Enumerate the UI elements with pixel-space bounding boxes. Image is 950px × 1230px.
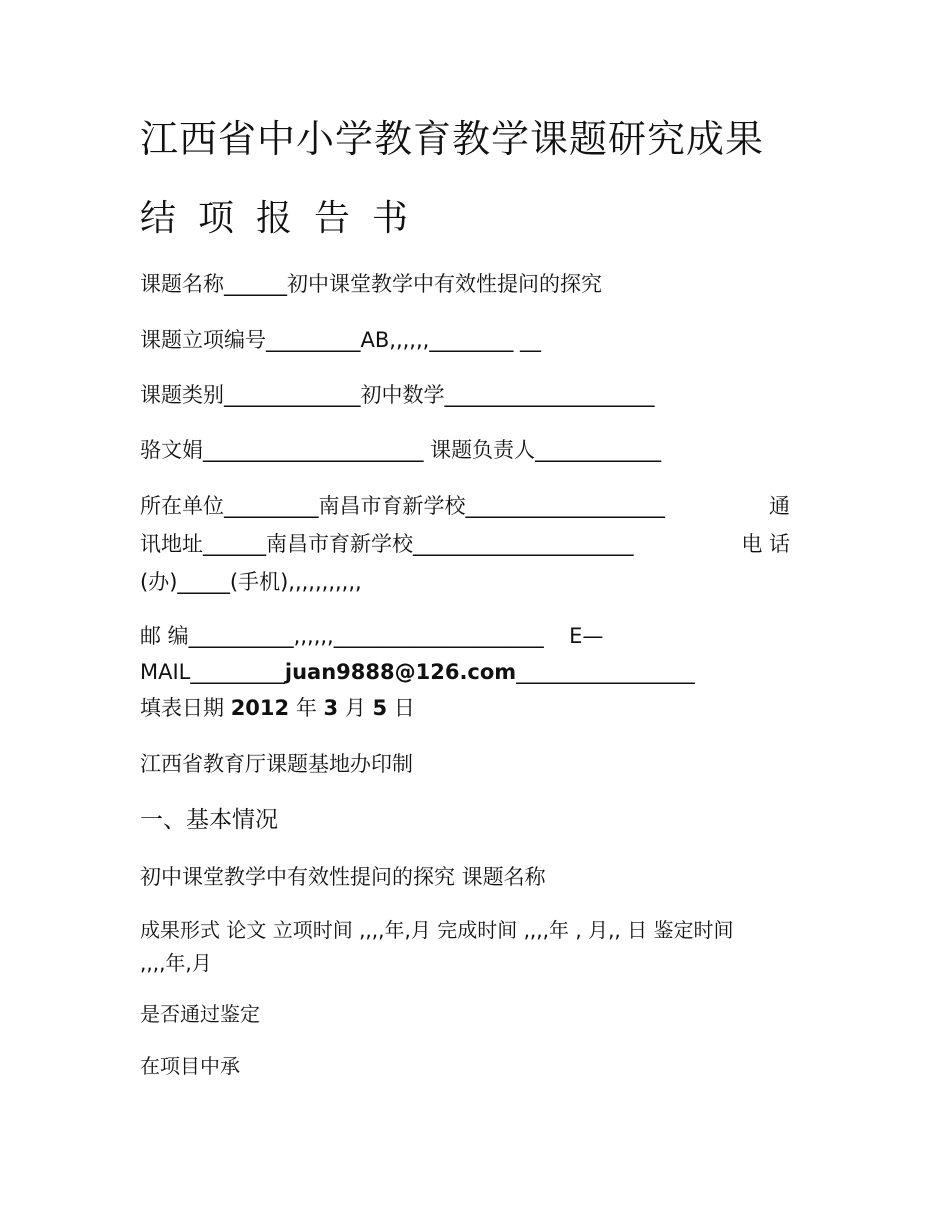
document-title-line2: 结项报告书: [140, 198, 431, 239]
field-unit: 所在单位_________南昌市育新学校___________________: [140, 494, 665, 518]
basic-result-line2: ,,,,年,月: [140, 951, 212, 975]
field-email: juan9888@126.com: [284, 660, 517, 684]
field-date-line: [140, 695, 415, 721]
basic-approved: 是否通过鉴定: [140, 1002, 260, 1026]
basic-in-project: 在项目中承: [140, 1054, 240, 1078]
field-date-label: 填表日期: [140, 696, 224, 720]
field-project-number: 课题立项编号_________AB,,,,,,________ __: [140, 328, 541, 352]
field-address-end: 电 话: [741, 532, 790, 556]
field-date-day: 5: [372, 696, 388, 720]
printer-line: 江西省教育厅课题基地办印制: [140, 752, 413, 776]
field-topic-name: 课题名称______初中课堂教学中有效性提问的探究: [140, 272, 602, 296]
basic-result-line1: 成果形式 论文 立项时间 ,,,,年,月 完成时间 ,,,,年 , 月,, 日 鉴定时间: [140, 918, 734, 942]
basic-topic-line: 初中课堂教学中有效性提问的探究 课题名称: [140, 865, 546, 889]
field-phone: (办)_____(手机),,,,,,,,,,,: [140, 570, 362, 594]
field-postcode: 邮 编__________,,,,,,____________________: [140, 624, 544, 648]
field-leader: 骆文娟_____________________ 课题负责人____________: [140, 438, 662, 462]
field-email-suffix: _________________: [516, 660, 695, 684]
field-unit-line: [140, 493, 790, 519]
field-address: 讯地址______南昌市育新学校_____________________: [140, 532, 634, 556]
field-email-line: [140, 659, 695, 685]
field-email-prefix: MAIL_________: [140, 660, 285, 684]
field-address-line: [140, 531, 790, 557]
document-title-line1: 江西省中小学教育教学课题研究成果: [140, 117, 765, 161]
field-date-month: 3: [323, 696, 339, 720]
field-date-year: 2012: [230, 696, 290, 720]
section1-heading: 一、基本情况: [140, 807, 278, 833]
field-category: 课题类别_____________初中数学____________________: [140, 383, 655, 407]
field-date-year-unit: 年: [295, 696, 317, 720]
field-date-day-unit: 日: [393, 696, 415, 720]
field-email-label-start: E—: [569, 624, 604, 648]
field-postcode-line: [140, 623, 603, 649]
field-unit-end: 通: [769, 494, 790, 518]
field-date-month-unit: 月: [344, 696, 366, 720]
